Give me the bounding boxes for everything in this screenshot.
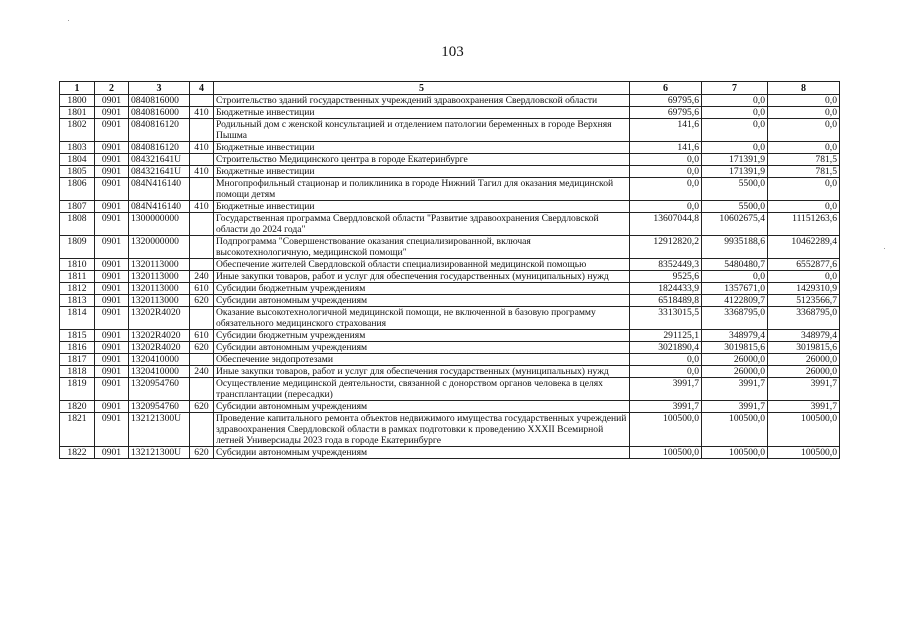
table-row xyxy=(60,330,840,342)
amount-col-7: 3368795,0 xyxy=(702,307,768,330)
item-name: Бюджетные инвестиции xyxy=(214,166,630,178)
expense-type-code: 610 xyxy=(190,283,214,295)
expense-type-code xyxy=(190,95,214,107)
item-name: Осуществление медицинской деятельности, связанной с донорством органов человека в целях трансплантации (пересадки) xyxy=(214,378,630,401)
amount-col-7: 4122809,7 xyxy=(702,295,768,307)
target-article-code: 0840816120 xyxy=(129,142,190,154)
amount-col-6: 3313015,5 xyxy=(630,307,702,330)
item-name: Субсидии бюджетным учреждениям xyxy=(214,330,630,342)
amount-col-7: 171391,9 xyxy=(702,166,768,178)
expense-type-code: 410 xyxy=(190,201,214,213)
col-header-6: 6 xyxy=(630,82,702,95)
amount-col-8: 0,0 xyxy=(768,201,840,213)
amount-col-7: 100500,0 xyxy=(702,447,768,459)
amount-col-6: 100500,0 xyxy=(630,447,702,459)
section-code: 0901 xyxy=(95,307,129,330)
target-article-code: 1320954760 xyxy=(129,378,190,401)
section-code: 0901 xyxy=(95,447,129,459)
item-name: Бюджетные инвестиции xyxy=(214,201,630,213)
target-article-code: 084N416140 xyxy=(129,201,190,213)
amount-col-6: 141,6 xyxy=(630,119,702,142)
table-row xyxy=(60,342,840,354)
item-name: Многопрофильный стационар и поликлиника в городе Нижний Тагил для оказания медицинской помощи детям xyxy=(214,178,630,201)
section-code: 0901 xyxy=(95,142,129,154)
target-article-code: 1320410000 xyxy=(129,354,190,366)
table-body xyxy=(60,95,840,459)
expense-type-code: 240 xyxy=(190,271,214,283)
amount-col-6: 141,6 xyxy=(630,142,702,154)
table-row xyxy=(60,378,840,401)
col-header-5: 5 xyxy=(214,82,630,95)
target-article-code: 1320113000 xyxy=(129,283,190,295)
amount-col-7: 5500,0 xyxy=(702,201,768,213)
item-name: Бюджетные инвестиции xyxy=(214,142,630,154)
amount-col-8: 100500,0 xyxy=(768,447,840,459)
amount-col-7: 0,0 xyxy=(702,107,768,119)
target-article-code: 0840816120 xyxy=(129,119,190,142)
expense-type-code: 620 xyxy=(190,447,214,459)
amount-col-8: 26000,0 xyxy=(768,366,840,378)
item-name: Иные закупки товаров, работ и услуг для обеспечения государственных (муниципальных) нужд xyxy=(214,366,630,378)
item-name: Субсидии автономным учреждениям xyxy=(214,295,630,307)
amount-col-6: 3021890,4 xyxy=(630,342,702,354)
section-code: 0901 xyxy=(95,107,129,119)
amount-col-7: 3991,7 xyxy=(702,401,768,413)
section-code: 0901 xyxy=(95,201,129,213)
amount-col-6: 3991,7 xyxy=(630,401,702,413)
table-row xyxy=(60,154,840,166)
table-row xyxy=(60,447,840,459)
amount-col-6: 9525,6 xyxy=(630,271,702,283)
amount-col-6: 100500,0 xyxy=(630,413,702,447)
item-name: Обеспечение эндопротезами xyxy=(214,354,630,366)
amount-col-8: 781,5 xyxy=(768,166,840,178)
target-article-code: 1320113000 xyxy=(129,259,190,271)
table-row xyxy=(60,178,840,201)
item-name: Субсидии бюджетным учреждениям xyxy=(214,283,630,295)
table-row xyxy=(60,107,840,119)
col-header-1: 1 xyxy=(60,82,95,95)
item-name: Субсидии автономным учреждениям xyxy=(214,401,630,413)
item-name: Бюджетные инвестиции xyxy=(214,107,630,119)
amount-col-8: 3019815,6 xyxy=(768,342,840,354)
amount-col-8: 0,0 xyxy=(768,142,840,154)
amount-col-8: 3368795,0 xyxy=(768,307,840,330)
table-row xyxy=(60,142,840,154)
table-row xyxy=(60,201,840,213)
section-code: 0901 xyxy=(95,236,129,259)
col-header-7: 7 xyxy=(702,82,768,95)
item-name: Подпрограмма "Совершенствование оказания специализированной, включая высокотехнологичную, медицинской помощи" xyxy=(214,236,630,259)
target-article-code: 084321641U xyxy=(129,166,190,178)
item-name: Родильный дом с женской консультацией и отделением патологии беременных в городе Верхняя Пышма xyxy=(214,119,630,142)
row-number: 1802 xyxy=(60,119,95,142)
expense-type-code xyxy=(190,236,214,259)
section-code: 0901 xyxy=(95,366,129,378)
page-number: 103 xyxy=(441,44,464,60)
target-article-code: 1320410000 xyxy=(129,366,190,378)
item-name: Строительство Медицинского центра в городе Екатеринбурге xyxy=(214,154,630,166)
target-article-code: 1320113000 xyxy=(129,295,190,307)
row-number: 1811 xyxy=(60,271,95,283)
row-number: 1816 xyxy=(60,342,95,354)
target-article-code: 1320954760 xyxy=(129,401,190,413)
target-article-code: 132121300U xyxy=(129,413,190,447)
row-number: 1804 xyxy=(60,154,95,166)
section-code: 0901 xyxy=(95,378,129,401)
target-article-code: 084N416140 xyxy=(129,178,190,201)
amount-col-6: 8352449,3 xyxy=(630,259,702,271)
section-code: 0901 xyxy=(95,413,129,447)
col-header-8: 8 xyxy=(768,82,840,95)
amount-col-6: 1824433,9 xyxy=(630,283,702,295)
target-article-code: 084321641U xyxy=(129,154,190,166)
row-number: 1815 xyxy=(60,330,95,342)
table-row xyxy=(60,259,840,271)
row-number: 1805 xyxy=(60,166,95,178)
item-name: Государственная программа Свердловской области "Развитие здравоохранения Свердловской области до 2024 года" xyxy=(214,213,630,236)
table-row xyxy=(60,166,840,178)
table-row xyxy=(60,119,840,142)
item-name: Субсидии автономным учреждениям xyxy=(214,447,630,459)
table-row xyxy=(60,271,840,283)
budget-table xyxy=(59,81,840,459)
row-number: 1800 xyxy=(60,95,95,107)
amount-col-7: 3991,7 xyxy=(702,378,768,401)
amount-col-6: 0,0 xyxy=(630,166,702,178)
row-number: 1806 xyxy=(60,178,95,201)
target-article-code: 132121300U xyxy=(129,447,190,459)
amount-col-6: 0,0 xyxy=(630,201,702,213)
amount-col-7: 9935188,6 xyxy=(702,236,768,259)
amount-col-7: 0,0 xyxy=(702,271,768,283)
table-row xyxy=(60,366,840,378)
amount-col-7: 0,0 xyxy=(702,142,768,154)
expense-type-code xyxy=(190,154,214,166)
table-row xyxy=(60,413,840,447)
target-article-code: 13202R4020 xyxy=(129,330,190,342)
section-code: 0901 xyxy=(95,154,129,166)
amount-col-8: 0,0 xyxy=(768,178,840,201)
amount-col-8: 6552877,6 xyxy=(768,259,840,271)
table-row xyxy=(60,283,840,295)
target-article-code: 13202R4020 xyxy=(129,342,190,354)
expense-type-code xyxy=(190,119,214,142)
amount-col-6: 291125,1 xyxy=(630,330,702,342)
target-article-code: 1320000000 xyxy=(129,236,190,259)
expense-type-code: 620 xyxy=(190,295,214,307)
amount-col-8: 0,0 xyxy=(768,95,840,107)
table-row xyxy=(60,95,840,107)
row-number: 1819 xyxy=(60,378,95,401)
target-article-code: 0840816000 xyxy=(129,107,190,119)
amount-col-8: 0,0 xyxy=(768,107,840,119)
amount-col-7: 0,0 xyxy=(702,95,768,107)
amount-col-8: 11151263,6 xyxy=(768,213,840,236)
scan-speck xyxy=(884,248,885,249)
amount-col-6: 0,0 xyxy=(630,178,702,201)
scan-speck xyxy=(68,20,69,21)
item-name: Строительство зданий государственных учреждений здравоохранения Свердловской области xyxy=(214,95,630,107)
amount-col-6: 69795,6 xyxy=(630,95,702,107)
row-number: 1810 xyxy=(60,259,95,271)
amount-col-8: 26000,0 xyxy=(768,354,840,366)
section-code: 0901 xyxy=(95,354,129,366)
expense-type-code: 610 xyxy=(190,330,214,342)
expense-type-code xyxy=(190,213,214,236)
row-number: 1801 xyxy=(60,107,95,119)
expense-type-code: 410 xyxy=(190,142,214,154)
item-name: Субсидии автономным учреждениям xyxy=(214,342,630,354)
expense-type-code: 620 xyxy=(190,401,214,413)
table-row xyxy=(60,236,840,259)
section-code: 0901 xyxy=(95,95,129,107)
amount-col-6: 13607044,8 xyxy=(630,213,702,236)
amount-col-6: 0,0 xyxy=(630,354,702,366)
target-article-code: 1300000000 xyxy=(129,213,190,236)
row-number: 1818 xyxy=(60,366,95,378)
row-number: 1820 xyxy=(60,401,95,413)
amount-col-8: 781,5 xyxy=(768,154,840,166)
section-code: 0901 xyxy=(95,342,129,354)
target-article-code: 0840816000 xyxy=(129,95,190,107)
expense-type-code xyxy=(190,413,214,447)
amount-col-7: 10602675,4 xyxy=(702,213,768,236)
row-number: 1821 xyxy=(60,413,95,447)
amount-col-6: 69795,6 xyxy=(630,107,702,119)
table-row xyxy=(60,354,840,366)
amount-col-7: 1357671,0 xyxy=(702,283,768,295)
row-number: 1809 xyxy=(60,236,95,259)
amount-col-7: 171391,9 xyxy=(702,154,768,166)
row-number: 1817 xyxy=(60,354,95,366)
expense-type-code xyxy=(190,259,214,271)
item-name: Обеспечение жителей Свердловской области специализированной медицинской помощью xyxy=(214,259,630,271)
section-code: 0901 xyxy=(95,178,129,201)
amount-col-7: 26000,0 xyxy=(702,354,768,366)
header-row xyxy=(60,82,840,95)
item-name: Иные закупки товаров, работ и услуг для обеспечения государственных (муниципальных) нужд xyxy=(214,271,630,283)
amount-col-8: 10462289,4 xyxy=(768,236,840,259)
section-code: 0901 xyxy=(95,295,129,307)
amount-col-7: 0,0 xyxy=(702,119,768,142)
amount-col-8: 100500,0 xyxy=(768,413,840,447)
amount-col-8: 348979,4 xyxy=(768,330,840,342)
amount-col-8: 5123566,7 xyxy=(768,295,840,307)
row-number: 1808 xyxy=(60,213,95,236)
item-name: Оказание высокотехнологичной медицинской помощи, не включенной в базовую программу обязательного медицинского страхования xyxy=(214,307,630,330)
row-number: 1813 xyxy=(60,295,95,307)
table-row xyxy=(60,401,840,413)
expense-type-code xyxy=(190,354,214,366)
section-code: 0901 xyxy=(95,166,129,178)
section-code: 0901 xyxy=(95,119,129,142)
row-number: 1822 xyxy=(60,447,95,459)
amount-col-7: 100500,0 xyxy=(702,413,768,447)
amount-col-8: 0,0 xyxy=(768,119,840,142)
table-row xyxy=(60,213,840,236)
amount-col-6: 12912820,2 xyxy=(630,236,702,259)
col-header-2: 2 xyxy=(95,82,129,95)
row-number: 1812 xyxy=(60,283,95,295)
amount-col-8: 1429310,9 xyxy=(768,283,840,295)
section-code: 0901 xyxy=(95,259,129,271)
expense-type-code xyxy=(190,378,214,401)
col-header-4: 4 xyxy=(190,82,214,95)
row-number: 1807 xyxy=(60,201,95,213)
amount-col-8: 3991,7 xyxy=(768,401,840,413)
table-row xyxy=(60,307,840,330)
item-name: Проведение капитального ремонта объектов недвижимого имущества государственных учреждений здравоохранения Свердловской области в рамках подготовки к проведению XXXII Всемирной летней Универсиады 2023 года в городе Екатеринбурге xyxy=(214,413,630,447)
target-article-code: 1320113000 xyxy=(129,271,190,283)
expense-type-code: 240 xyxy=(190,366,214,378)
amount-col-8: 0,0 xyxy=(768,271,840,283)
amount-col-7: 3019815,6 xyxy=(702,342,768,354)
target-article-code: 13202R4020 xyxy=(129,307,190,330)
section-code: 0901 xyxy=(95,401,129,413)
amount-col-7: 5480480,7 xyxy=(702,259,768,271)
amount-col-6: 0,0 xyxy=(630,366,702,378)
col-header-3: 3 xyxy=(129,82,190,95)
amount-col-6: 6518489,8 xyxy=(630,295,702,307)
amount-col-7: 348979,4 xyxy=(702,330,768,342)
table-row xyxy=(60,295,840,307)
expense-type-code xyxy=(190,307,214,330)
amount-col-6: 3991,7 xyxy=(630,378,702,401)
amount-col-7: 5500,0 xyxy=(702,178,768,201)
row-number: 1803 xyxy=(60,142,95,154)
expense-type-code xyxy=(190,178,214,201)
expense-type-code: 410 xyxy=(190,107,214,119)
amount-col-6: 0,0 xyxy=(630,154,702,166)
section-code: 0901 xyxy=(95,330,129,342)
row-number: 1814 xyxy=(60,307,95,330)
expense-type-code: 620 xyxy=(190,342,214,354)
expense-type-code: 410 xyxy=(190,166,214,178)
amount-col-8: 3991,7 xyxy=(768,378,840,401)
amount-col-7: 26000,0 xyxy=(702,366,768,378)
section-code: 0901 xyxy=(95,271,129,283)
section-code: 0901 xyxy=(95,213,129,236)
section-code: 0901 xyxy=(95,283,129,295)
